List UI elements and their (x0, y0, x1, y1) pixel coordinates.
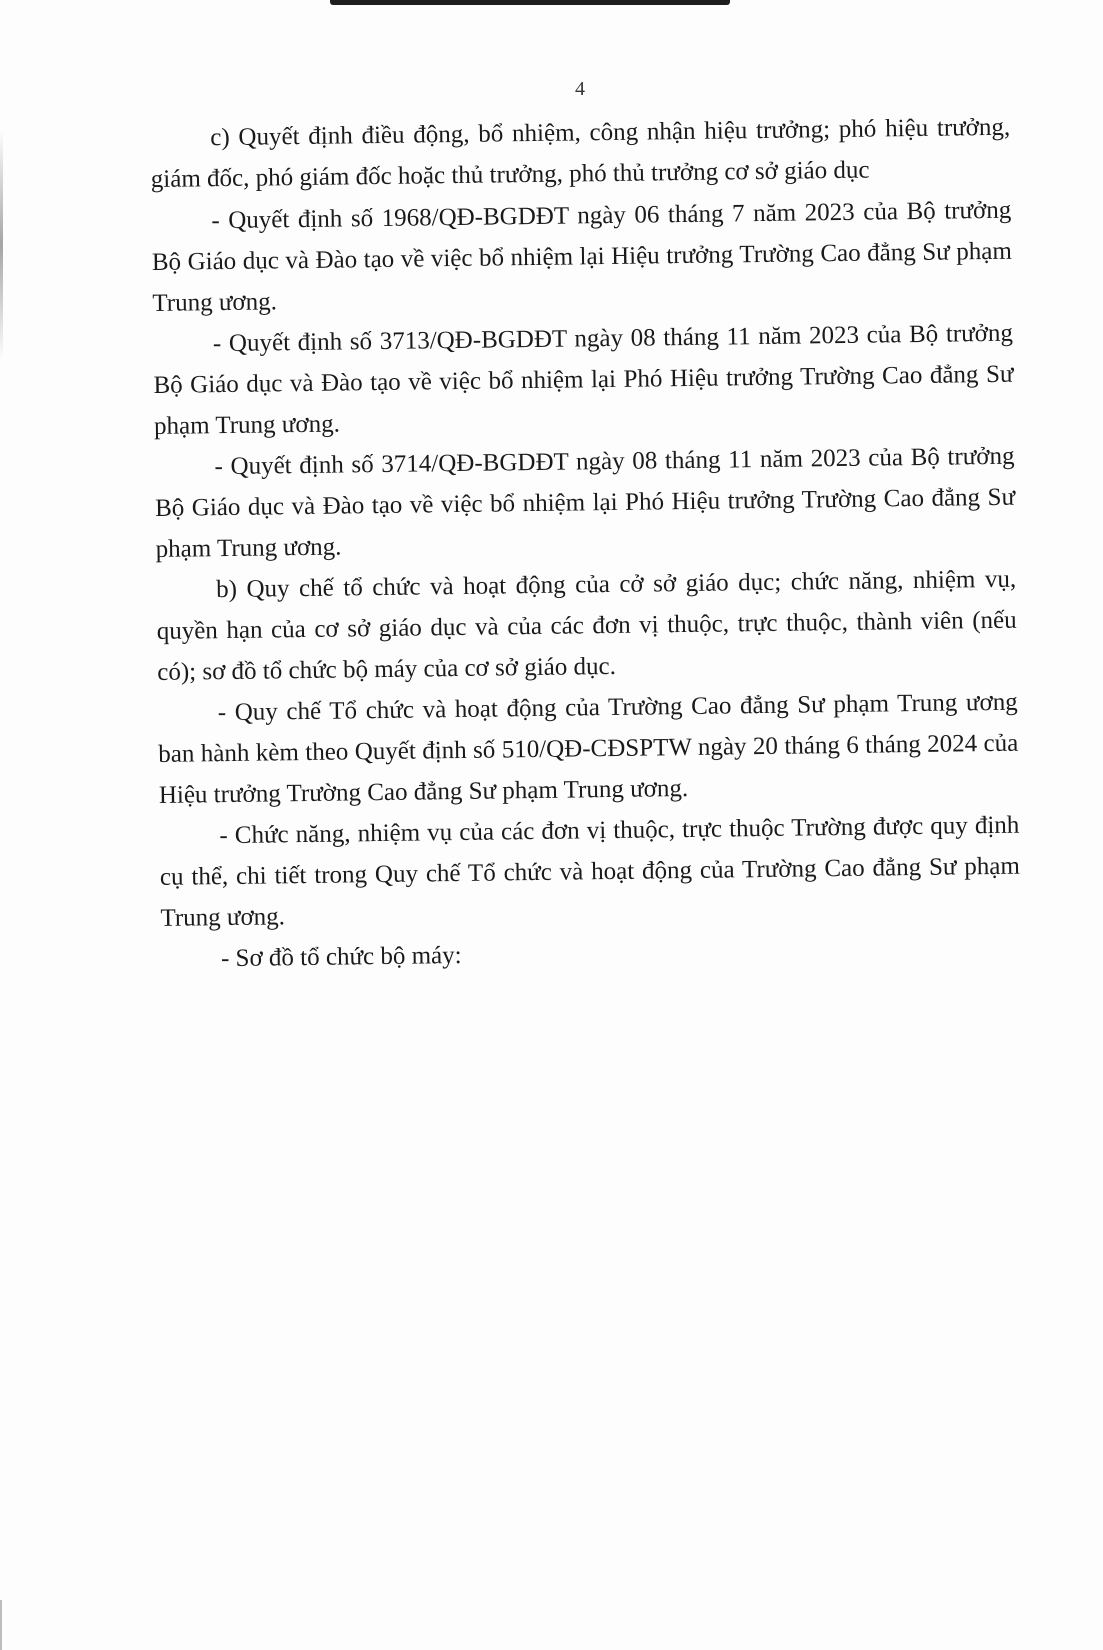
decision-1968: - Quyết định số 1968/QĐ-BGDĐT ngày 06 tháng 7 năm 2023 của Bộ trưởng Bộ Giáo dục và Đào tạo về việc bổ nhiệm lại Hiệu trưởng Trường Cao đẳng Sư phạm Trung ương. (151, 196, 1012, 317)
page-number: 4 (575, 78, 585, 100)
scan-edge-shadow (330, 0, 730, 5)
regulation-510: - Quy chế Tổ chức và hoạt động của Trường Cao đẳng Sư phạm Trung ương ban hành kèm theo Quyết định số 510/QĐ-CĐSPTW ngày 20 tháng 6 tháng 2024 của Hiệu trưởng Trường Cao đẳng Sư phạm Trung ương. (158, 688, 1019, 809)
scan-edge-shadow (0, 130, 3, 360)
paragraph-item-c: c) Quyết định điều động, bổ nhiệm, công nhận hiệu trưởng; phó hiệu trưởng, giám đốc, phó giám đốc hoặc thủ trưởng, phó thủ trưởng cơ sở giáo dục (150, 113, 1011, 193)
paragraph-item-b: b) Quy chế tổ chức và hoạt động của cở sở giáo dục; chức năng, nhiệm vụ, quyền hạn của cơ sở giáo dục và của các đơn vị thuộc, trực thuộc, thành viên (nếu có); sơ đồ tổ chức bộ máy của cơ sở giáo dục. (156, 565, 1017, 686)
functions-paragraph: - Chức năng, nhiệm vụ của các đơn vị thuộc, trực thuộc Trường được quy định cụ thể, chi tiết trong Quy chế Tổ chức và hoạt động của Trường Cao đẳng Sư phạm Trung ương. (159, 811, 1021, 932)
org-chart-heading: - Sơ đồ tổ chức bộ máy: (220, 941, 462, 973)
decision-3714: - Quyết định số 3714/QĐ-BGDĐT ngày 08 tháng 11 năm 2023 của Bộ trưởng Bộ Giáo dục và Đào tạo về việc bổ nhiệm lại Phó Hiệu trưởng Trường Cao đẳng Sư phạm Trung ương. (154, 442, 1016, 563)
decision-3713: - Quyết định số 3713/QĐ-BGDĐT ngày 08 tháng 11 năm 2023 của Bộ trưởng Bộ Giáo dục và Đào tạo về việc bổ nhiệm lại Phó Hiệu trưởng Trường Cao đẳng Sư phạm Trung ương. (153, 319, 1014, 440)
document-body (150, 107, 1021, 980)
scan-edge-shadow (0, 1600, 2, 1650)
